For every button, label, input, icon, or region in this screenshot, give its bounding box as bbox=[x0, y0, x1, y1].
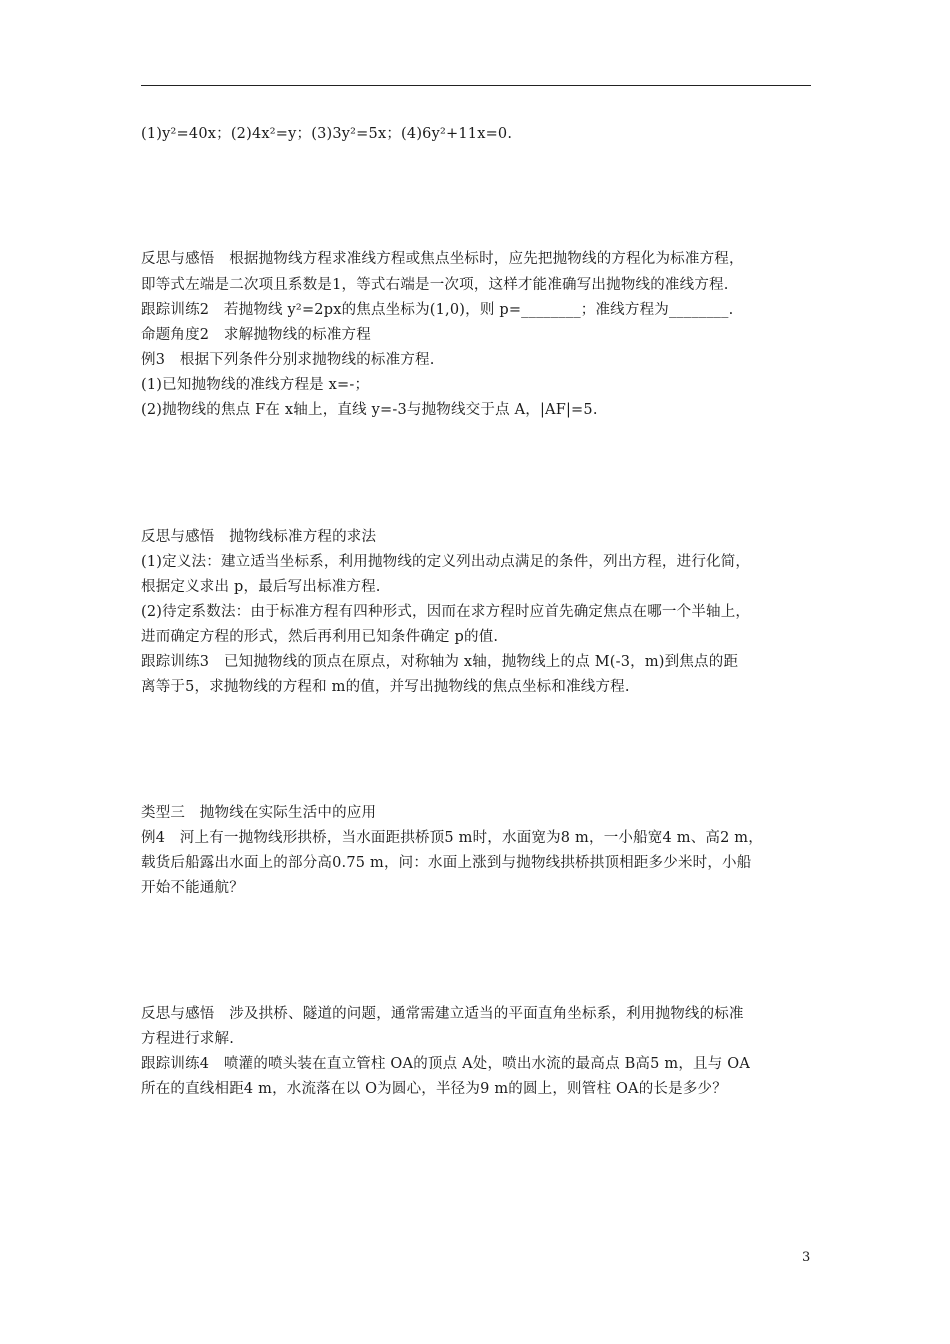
example-3-part-1: (1)已知抛物线的准线方程是 x=-； bbox=[141, 377, 370, 393]
page-number: 3 bbox=[802, 1250, 811, 1265]
reflection-2-method-2: (2)待定系数法：由于标准方程有四种形式，因而在求方程时应首先确定焦点在哪一个半轴上， bbox=[141, 604, 751, 620]
topic-angle-2: 命题角度2 求解抛物线的标准方程 bbox=[141, 327, 371, 343]
reflection-1-line-1: 反思与感悟 根据抛物线方程求准线方程或焦点坐标时，应先把抛物线的方程化为标准方程， bbox=[141, 251, 744, 267]
exercise-list-1: (1)y²=40x；(2)4x²=y；(3)3y²=5x；(4)6y²+11x=0. bbox=[141, 126, 513, 142]
practice-2: 跟踪训练2 若抛物线 y²=2px的焦点坐标为(1,0)，则 p=________；准线方程为________. bbox=[141, 302, 734, 318]
practice-4-line-1: 跟踪训练4 喷灌的喷头装在直立管柱 OA的顶点 A处，喷出水流的最高点 B高5 m，且与 OA bbox=[141, 1056, 750, 1072]
practice-3-line-1: 跟踪训练3 已知抛物线的顶点在原点，对称轴为 x轴，抛物线上的点 M(-3，m)到焦点的距 bbox=[141, 654, 739, 670]
reflection-2-method-1: (1)定义法：建立适当坐标系，利用抛物线的定义列出动点满足的条件，列出方程，进行化简， bbox=[141, 554, 751, 570]
example-3-title: 例3 根据下列条件分别求抛物线的标准方程. bbox=[141, 352, 435, 368]
practice-3-line-2: 离等于5，求抛物线的方程和 m的值，并写出抛物线的焦点坐标和准线方程. bbox=[141, 679, 630, 695]
type-3-heading: 类型三 抛物线在实际生活中的应用 bbox=[141, 805, 377, 821]
reflection-2-heading: 反思与感悟 抛物线标准方程的求法 bbox=[141, 529, 377, 545]
reflection-3-line-2: 方程进行求解. bbox=[141, 1031, 235, 1047]
example-4-line-1: 例4 河上有一抛物线形拱桥，当水面距拱桥顶5 m时，水面宽为8 m，一小船宽4 m、高2 m， bbox=[141, 830, 763, 846]
reflection-3-line-1: 反思与感悟 涉及拱桥、隧道的问题，通常需建立适当的平面直角坐标系，利用抛物线的标准 bbox=[141, 1006, 744, 1022]
example-4-line-3: 开始不能通航？ bbox=[141, 880, 244, 896]
reflection-2-method-2-cont: 进而确定方程的形式，然后再利用已知条件确定 p的值. bbox=[141, 629, 499, 645]
header-rule bbox=[141, 85, 811, 86]
reflection-1-line-2: 即等式左端是二次项且系数是1，等式右端是一次项，这样才能准确写出抛物线的准线方程. bbox=[141, 277, 729, 293]
example-3-part-2: (2)抛物线的焦点 F在 x轴上，直线 y=-3与抛物线交于点 A，|AF|=5. bbox=[141, 402, 598, 418]
practice-4-line-2: 所在的直线相距4 m，水流落在以 O为圆心，半径为9 m的圆上，则管柱 OA的长是多少？ bbox=[141, 1081, 727, 1097]
example-4-line-2: 载货后船露出水面上的部分高0.75 m，问：水面上涨到与抛物线拱桥拱顶相距多少米时，小船 bbox=[141, 855, 752, 871]
reflection-2-method-1-cont: 根据定义求出 p，最后写出标准方程. bbox=[141, 579, 381, 595]
